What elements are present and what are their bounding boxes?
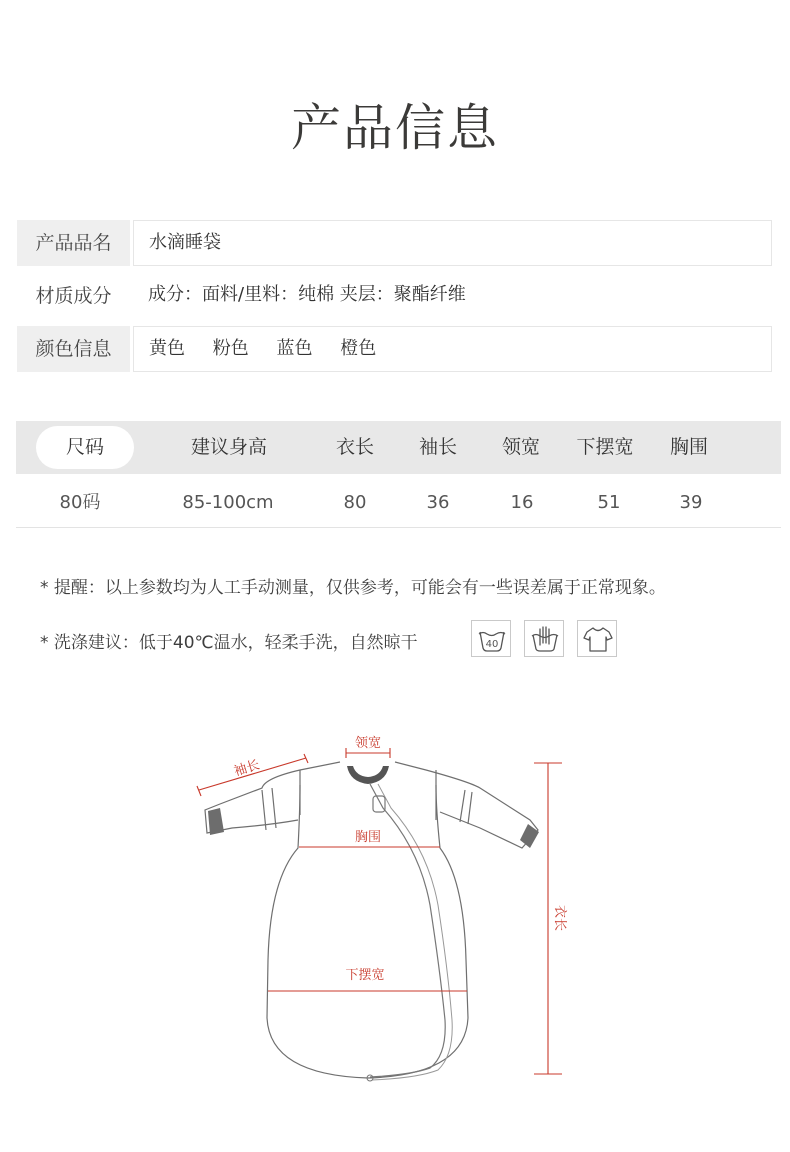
collar-width-label: 领宽 [354,736,382,751]
hand-wash-icon [524,620,564,657]
info-label: 颜色信息 [17,326,130,372]
info-row-product-name [17,220,772,266]
table-cell: 80 [343,492,367,513]
table-row [16,476,781,528]
table-cell: 85-100cm [182,492,274,513]
table-header-hem: 下摆宽 [576,436,634,458]
garment-length-label: 衣长 [552,904,567,932]
page-title: 产品信息 [291,99,499,157]
table-header-sleeve: 袖长 [418,436,458,458]
info-value [133,326,772,372]
info-row-colors [17,326,772,372]
reminder-note: * 提醒：以上参数均为人工手动测量，仅供参考，可能会有一些误差属于正常现象。 [40,578,666,598]
wash-temperature-label: 40 [485,639,499,650]
measurement-lines [197,748,562,1074]
color-option: 粉色 [212,338,249,359]
sleeve-length-label: 袖长 [232,757,262,780]
color-option: 蓝色 [276,338,313,359]
info-value: 水滴睡袋 [133,220,772,266]
table-header-length: 衣长 [335,436,375,458]
chest-label: 胸围 [354,830,382,845]
wash-40-icon [471,620,511,657]
washing-note: * 洗涤建议：低于40℃温水，轻柔手洗，自然晾干 [40,633,418,653]
table-header-chest: 胸围 [669,436,709,458]
table-cell: 39 [679,492,703,513]
color-option: 黄色 [149,338,185,359]
table-cell: 80码 [59,492,101,513]
left-cuff-icon [208,808,224,835]
info-row-material [17,273,772,319]
color-option: 橙色 [340,338,377,359]
table-cell: 16 [510,492,534,513]
size-table-header [16,421,781,474]
info-value: 成分：面料/里料：纯棉 夹层：聚酯纤维 [148,284,466,305]
dry-flat-icon [577,620,617,657]
table-header-collar: 领宽 [501,436,541,458]
table-cell: 36 [426,492,450,513]
table-header-size: 尺码 [65,436,104,458]
hem-width-label: 下摆宽 [345,968,385,983]
table-cell: 51 [597,492,621,513]
info-label: 产品品名 [17,220,130,266]
info-label: 材质成分 [35,285,112,307]
zipper-pull-icon [373,796,385,812]
table-header-height: 建议身高 [190,436,268,458]
sleeping-bag-measurement-diagram [0,700,790,1130]
